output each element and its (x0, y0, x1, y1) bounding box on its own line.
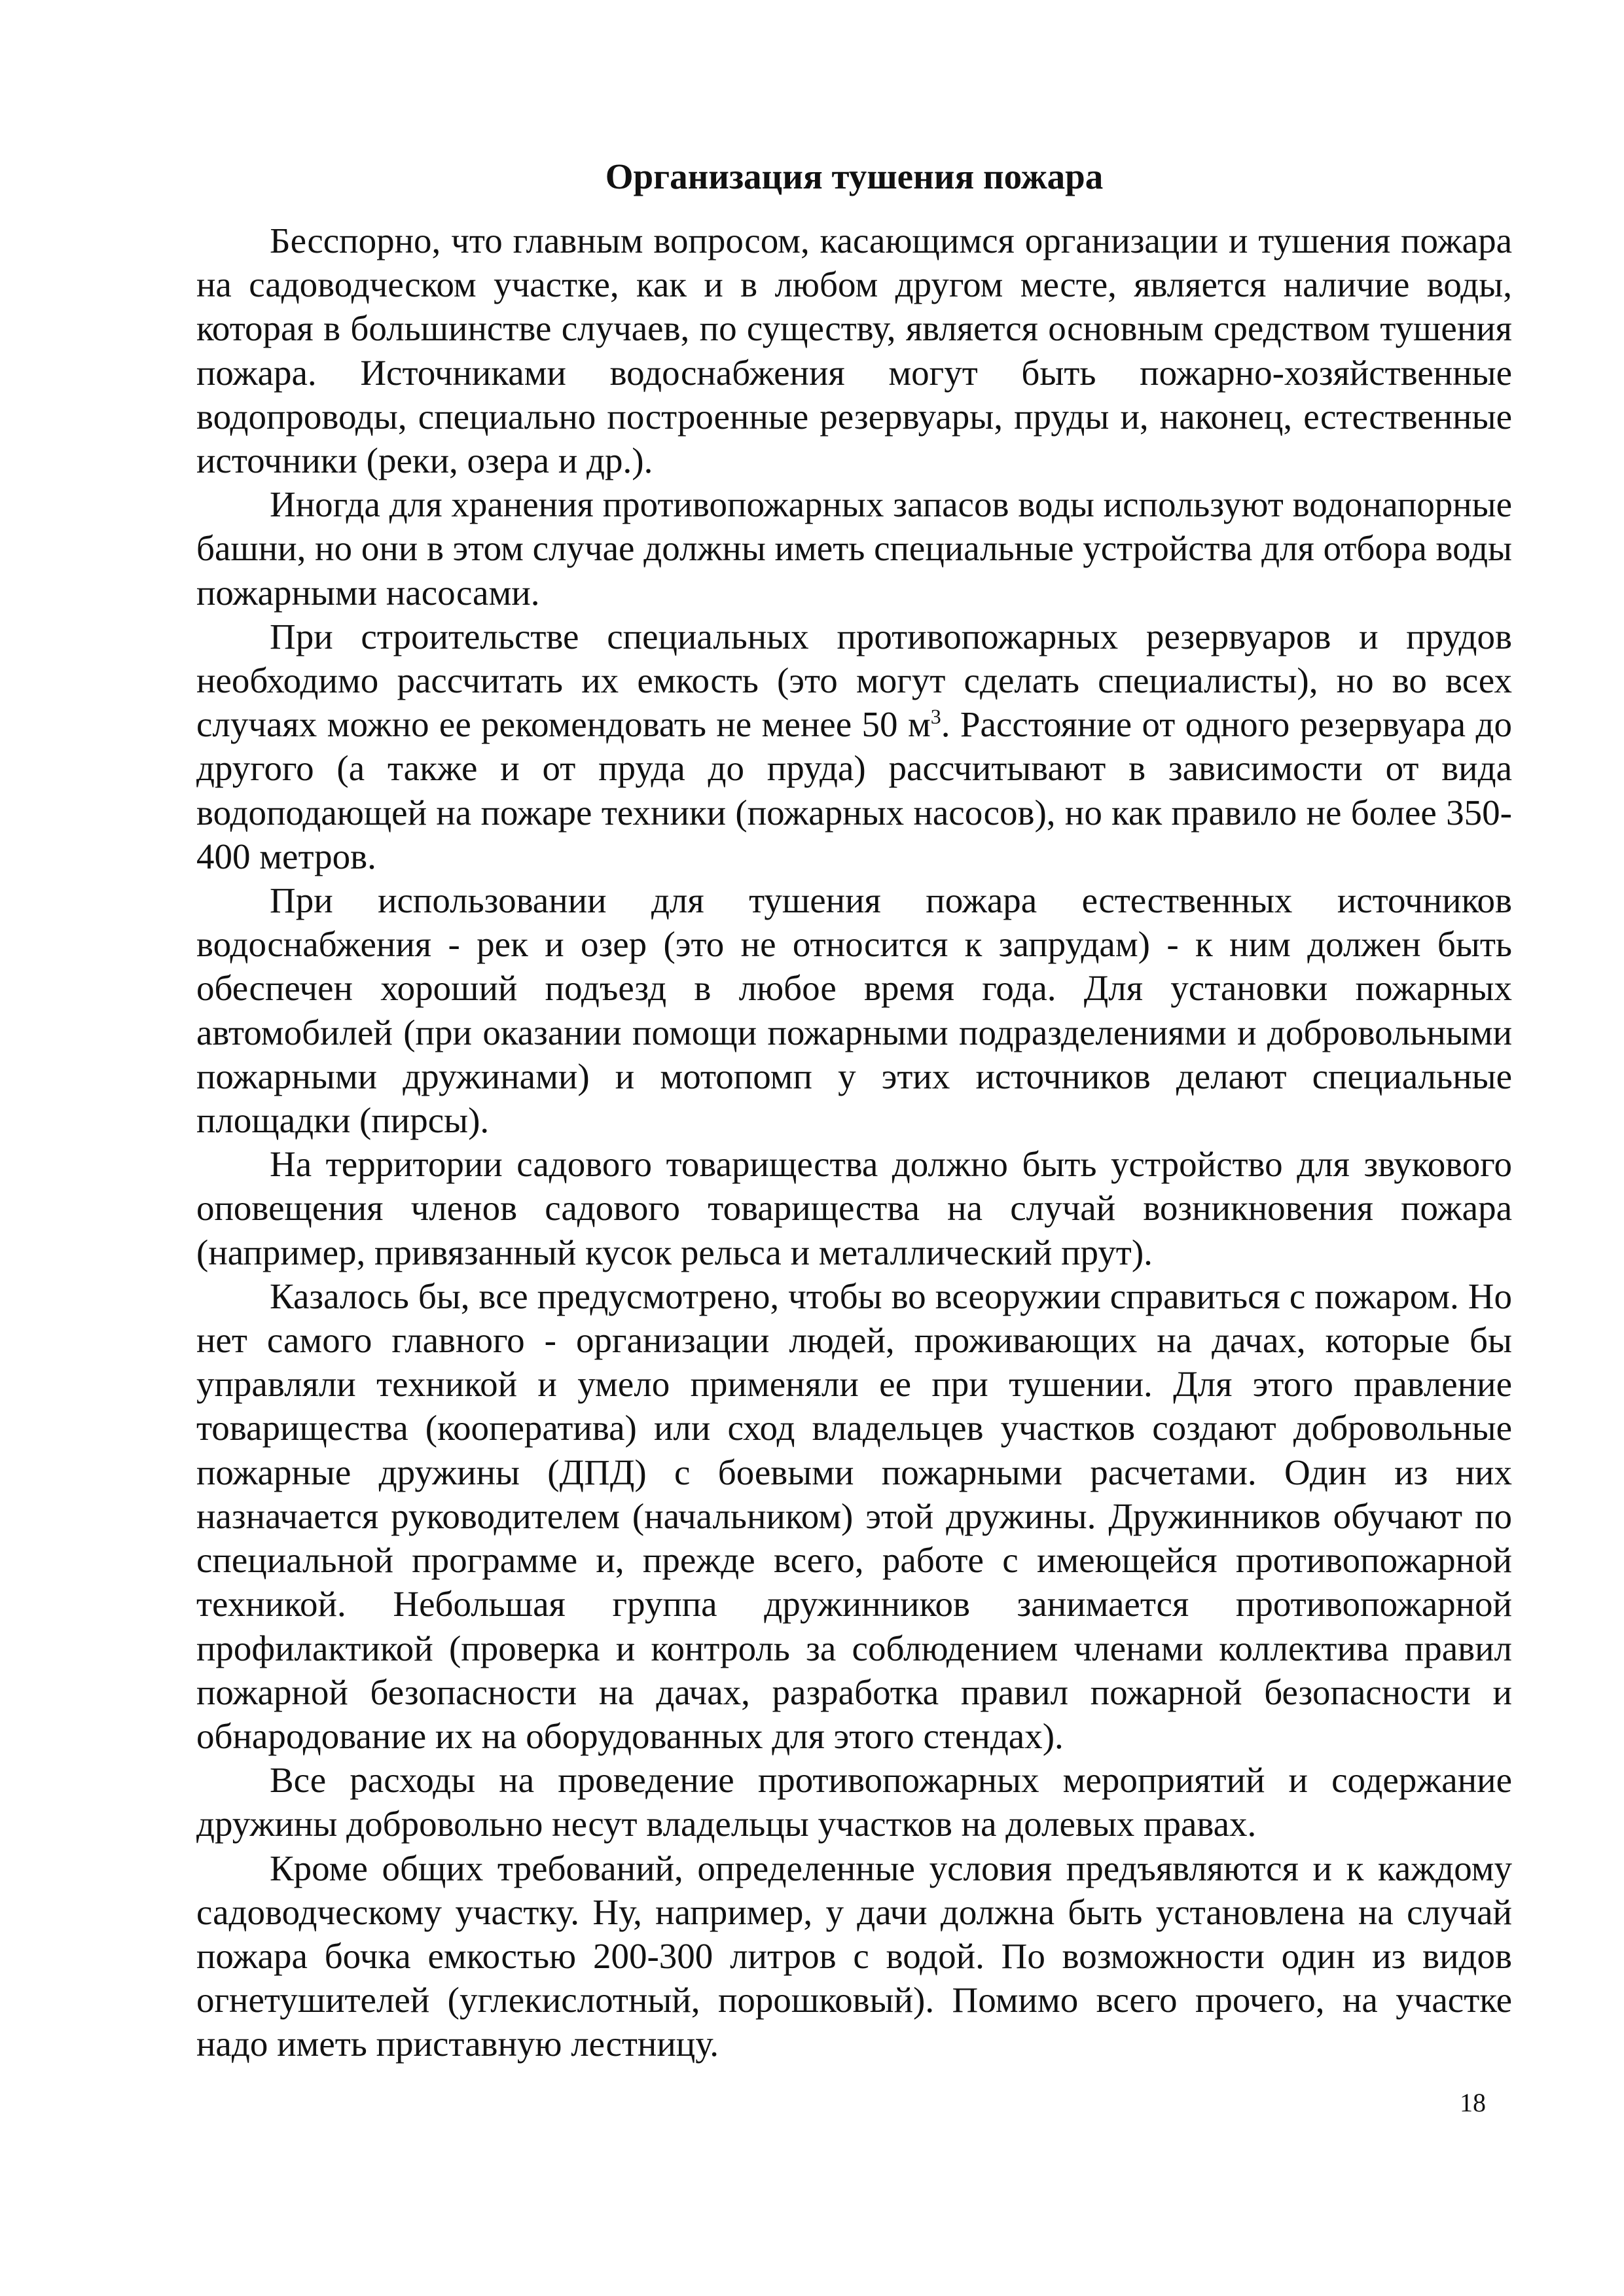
superscript-cubic: 3 (930, 704, 941, 728)
paragraph-water-towers: Иногда для хранения противопожарных запасов воды используют водонапорные башни, но они в этом случае должны иметь специальные устройства для отбора воды пожарными насосами. (196, 484, 1512, 613)
paragraph-reservoirs-text-after: . Расстояние от одного резервуара до другого (а также и от пруда до пруда) рассчитывают в зависимости от вида водоподающей на пожаре техники (пожарных насосов), но как правило не более 350-400 метров. (196, 704, 1512, 876)
paragraph-expenses: Все расходы на проведение противопожарных мероприятий и содержание дружины добровольно несут владельцы участков на долевых правах. (196, 1760, 1512, 1844)
document-page (196, 151, 1512, 2066)
paragraph-water-sources: Бесспорно, что главным вопросом, касающимся организации и тушения пожара на садоводческом участке, как и в любом другом месте, является наличие воды, которая в большинстве случаев, по существу, является основным средством тушения пожара. Источниками водоснабжения могут быть пожарно-хозяйственные водопроводы, специально построенные резервуары, пруды и, наконец, естественные источники (реки, озера и др.). (196, 221, 1512, 481)
paragraph-alarm-device: На территории садового товарищества должно быть устройство для звукового оповещения членов садового товарищества на случай возникновения пожара (например, привязанный кусок рельса и металлический прут). (196, 1144, 1512, 1272)
paragraph-reservoirs (196, 615, 1512, 878)
paragraph-plot-requirements: Кроме общих требований, определенные условия предъявляются и к каждому садоводческому участку. Ну, например, у дачи должна быть установлена на случай пожара бочка емкостью 200-300 литров с водой. По возможности один из видов огнетушителей (углекислотный, порошковый). Помимо всего прочего, на участке надо иметь приставную лестницу. (196, 1848, 1512, 2064)
page-number: 18 (1460, 2088, 1486, 2117)
paragraph-reservoirs-text-before: При строительстве специальных противопожарных резервуаров и прудов необходимо рассчитать их емкость (это могут сделать специалисты), но во всех случаях можно ее рекомендовать не менее 50 м (196, 616, 1512, 745)
paragraph-natural-sources: При использовании для тушения пожара естественных источников водоснабжения - рек и озер (это не относится к запрудам) - к ним должен быть обеспечен хороший подъезд в любое время года. Для установки пожарных автомобилей (при оказании помощи пожарными подразделениями и добровольными пожарными дружинами) и мотопомп у этих источников делают специальные площадки (пирсы). (196, 880, 1512, 1141)
paragraph-volunteer-brigades: Казалось бы, все предусмотрено, чтобы во всеоружии справиться с пожаром. Но нет самого главного - организации людей, проживающих на дачах, которые бы управляли техникой и умело применяли ее при тушении. Для этого правление товарищества (кооператива) или сход владельцев участков создают добровольные пожарные дружины (ДПД) с боевыми пожарными расчетами. Один из них назначается руководителем (начальником) этой дружины. Дружинников обучают по специальной программе и, прежде всего, работе с имеющейся противопожарной техникой. Небольшая группа дружинников занимается противопожарной профилактикой (проверка и контроль за соблюдением членами коллектива правил пожарной безопасности на дачах, разработка правил пожарной безопасности и обнародование их на оборудованных для этого стендах). (196, 1276, 1512, 1756)
page-title: Организация тушения пожара (605, 156, 1104, 196)
